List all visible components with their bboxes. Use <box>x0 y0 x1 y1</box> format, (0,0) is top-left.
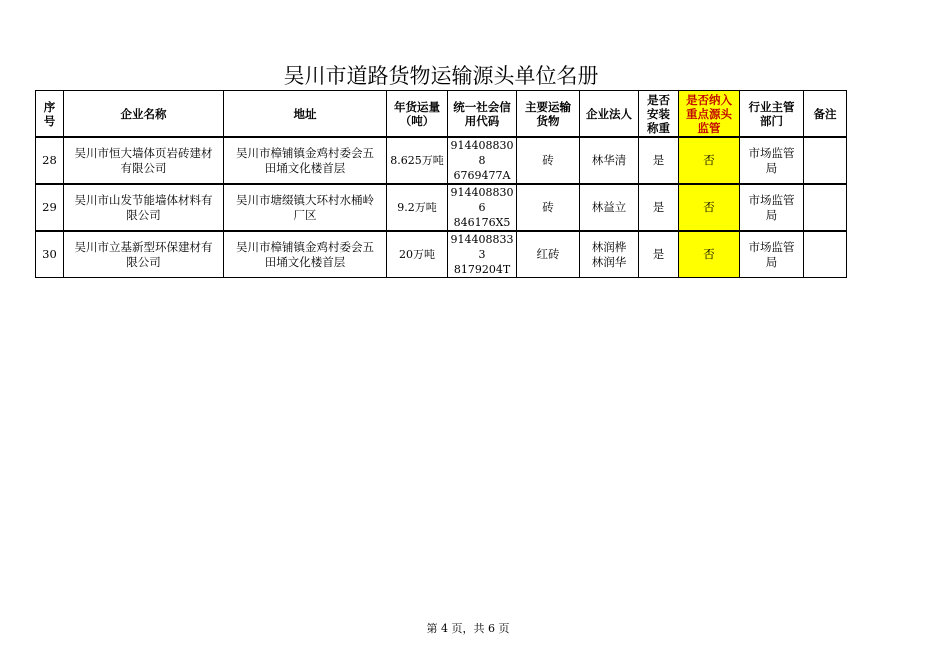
cell-remark <box>804 231 847 278</box>
cell-credit-code: 9144088333 8179204T <box>448 231 517 278</box>
cell-legal-person: 林益立 <box>580 184 639 231</box>
cell-weighing: 是 <box>639 231 679 278</box>
cell-legal-person: 林华清 <box>580 137 639 184</box>
cell-department: 市场监管 局 <box>740 231 804 278</box>
cell-company: 吴川市恒大墙体页岩砖建材 有限公司 <box>64 137 224 184</box>
register-table <box>35 90 847 278</box>
cell-department: 市场监管 局 <box>740 137 804 184</box>
cell-remark <box>804 184 847 231</box>
cell-department: 市场监管 局 <box>740 184 804 231</box>
cell-goods: 红砖 <box>517 231 580 278</box>
cell-goods: 砖 <box>517 137 580 184</box>
cell-seq: 29 <box>36 184 64 231</box>
cell-seq: 28 <box>36 137 64 184</box>
cell-company: 吴川市立基新型环保建材有 限公司 <box>64 231 224 278</box>
cell-address: 吴川市樟铺镇金鸡村委会五 田埇文化楼首层 <box>224 231 387 278</box>
cell-weighing: 是 <box>639 184 679 231</box>
header-credit-code: 统一社会信 用代码 <box>448 91 517 138</box>
cell-volume: 9.2万吨 <box>387 184 448 231</box>
header-key-supervision: 是否纳入 重点源头 监管 <box>679 91 740 138</box>
table-row <box>36 137 847 184</box>
cell-company: 吴川市山发节能墙体材料有 限公司 <box>64 184 224 231</box>
cell-credit-code: 9144088308 6769477A <box>448 137 517 184</box>
cell-weighing: 是 <box>639 137 679 184</box>
cell-goods: 砖 <box>517 184 580 231</box>
cell-volume: 8.625万吨 <box>387 137 448 184</box>
cell-address: 吴川市樟铺镇金鸡村委会五 田埇文化楼首层 <box>224 137 387 184</box>
header-department: 行业主管 部门 <box>740 91 804 138</box>
table-row <box>36 184 847 231</box>
header-seq: 序 号 <box>36 91 64 138</box>
cell-key-supervision: 否 <box>679 184 740 231</box>
header-goods: 主要运输 货物 <box>517 91 580 138</box>
page-title: 吴川市道路货物运输源头单位名册 <box>283 64 599 88</box>
cell-credit-code: 9144088306 846176X5 <box>448 184 517 231</box>
cell-seq: 30 <box>36 231 64 278</box>
table-row <box>36 231 847 278</box>
cell-volume: 20万吨 <box>387 231 448 278</box>
header-remark: 备注 <box>804 91 847 138</box>
header-volume: 年货运量 （吨） <box>387 91 448 138</box>
header-address: 地址 <box>224 91 387 138</box>
cell-key-supervision: 否 <box>679 137 740 184</box>
cell-remark <box>804 137 847 184</box>
cell-address: 吴川市塘缀镇大环村水桶岭 厂区 <box>224 184 387 231</box>
page-footer: 第 4 页，共 6 页 <box>426 622 510 635</box>
header-legal-person: 企业法人 <box>580 91 639 138</box>
header-company: 企业名称 <box>64 91 224 138</box>
cell-legal-person: 林润桦 林润华 <box>580 231 639 278</box>
cell-key-supervision: 否 <box>679 231 740 278</box>
header-weighing: 是否 安装 称重 <box>639 91 679 138</box>
table-header-row <box>36 91 847 138</box>
